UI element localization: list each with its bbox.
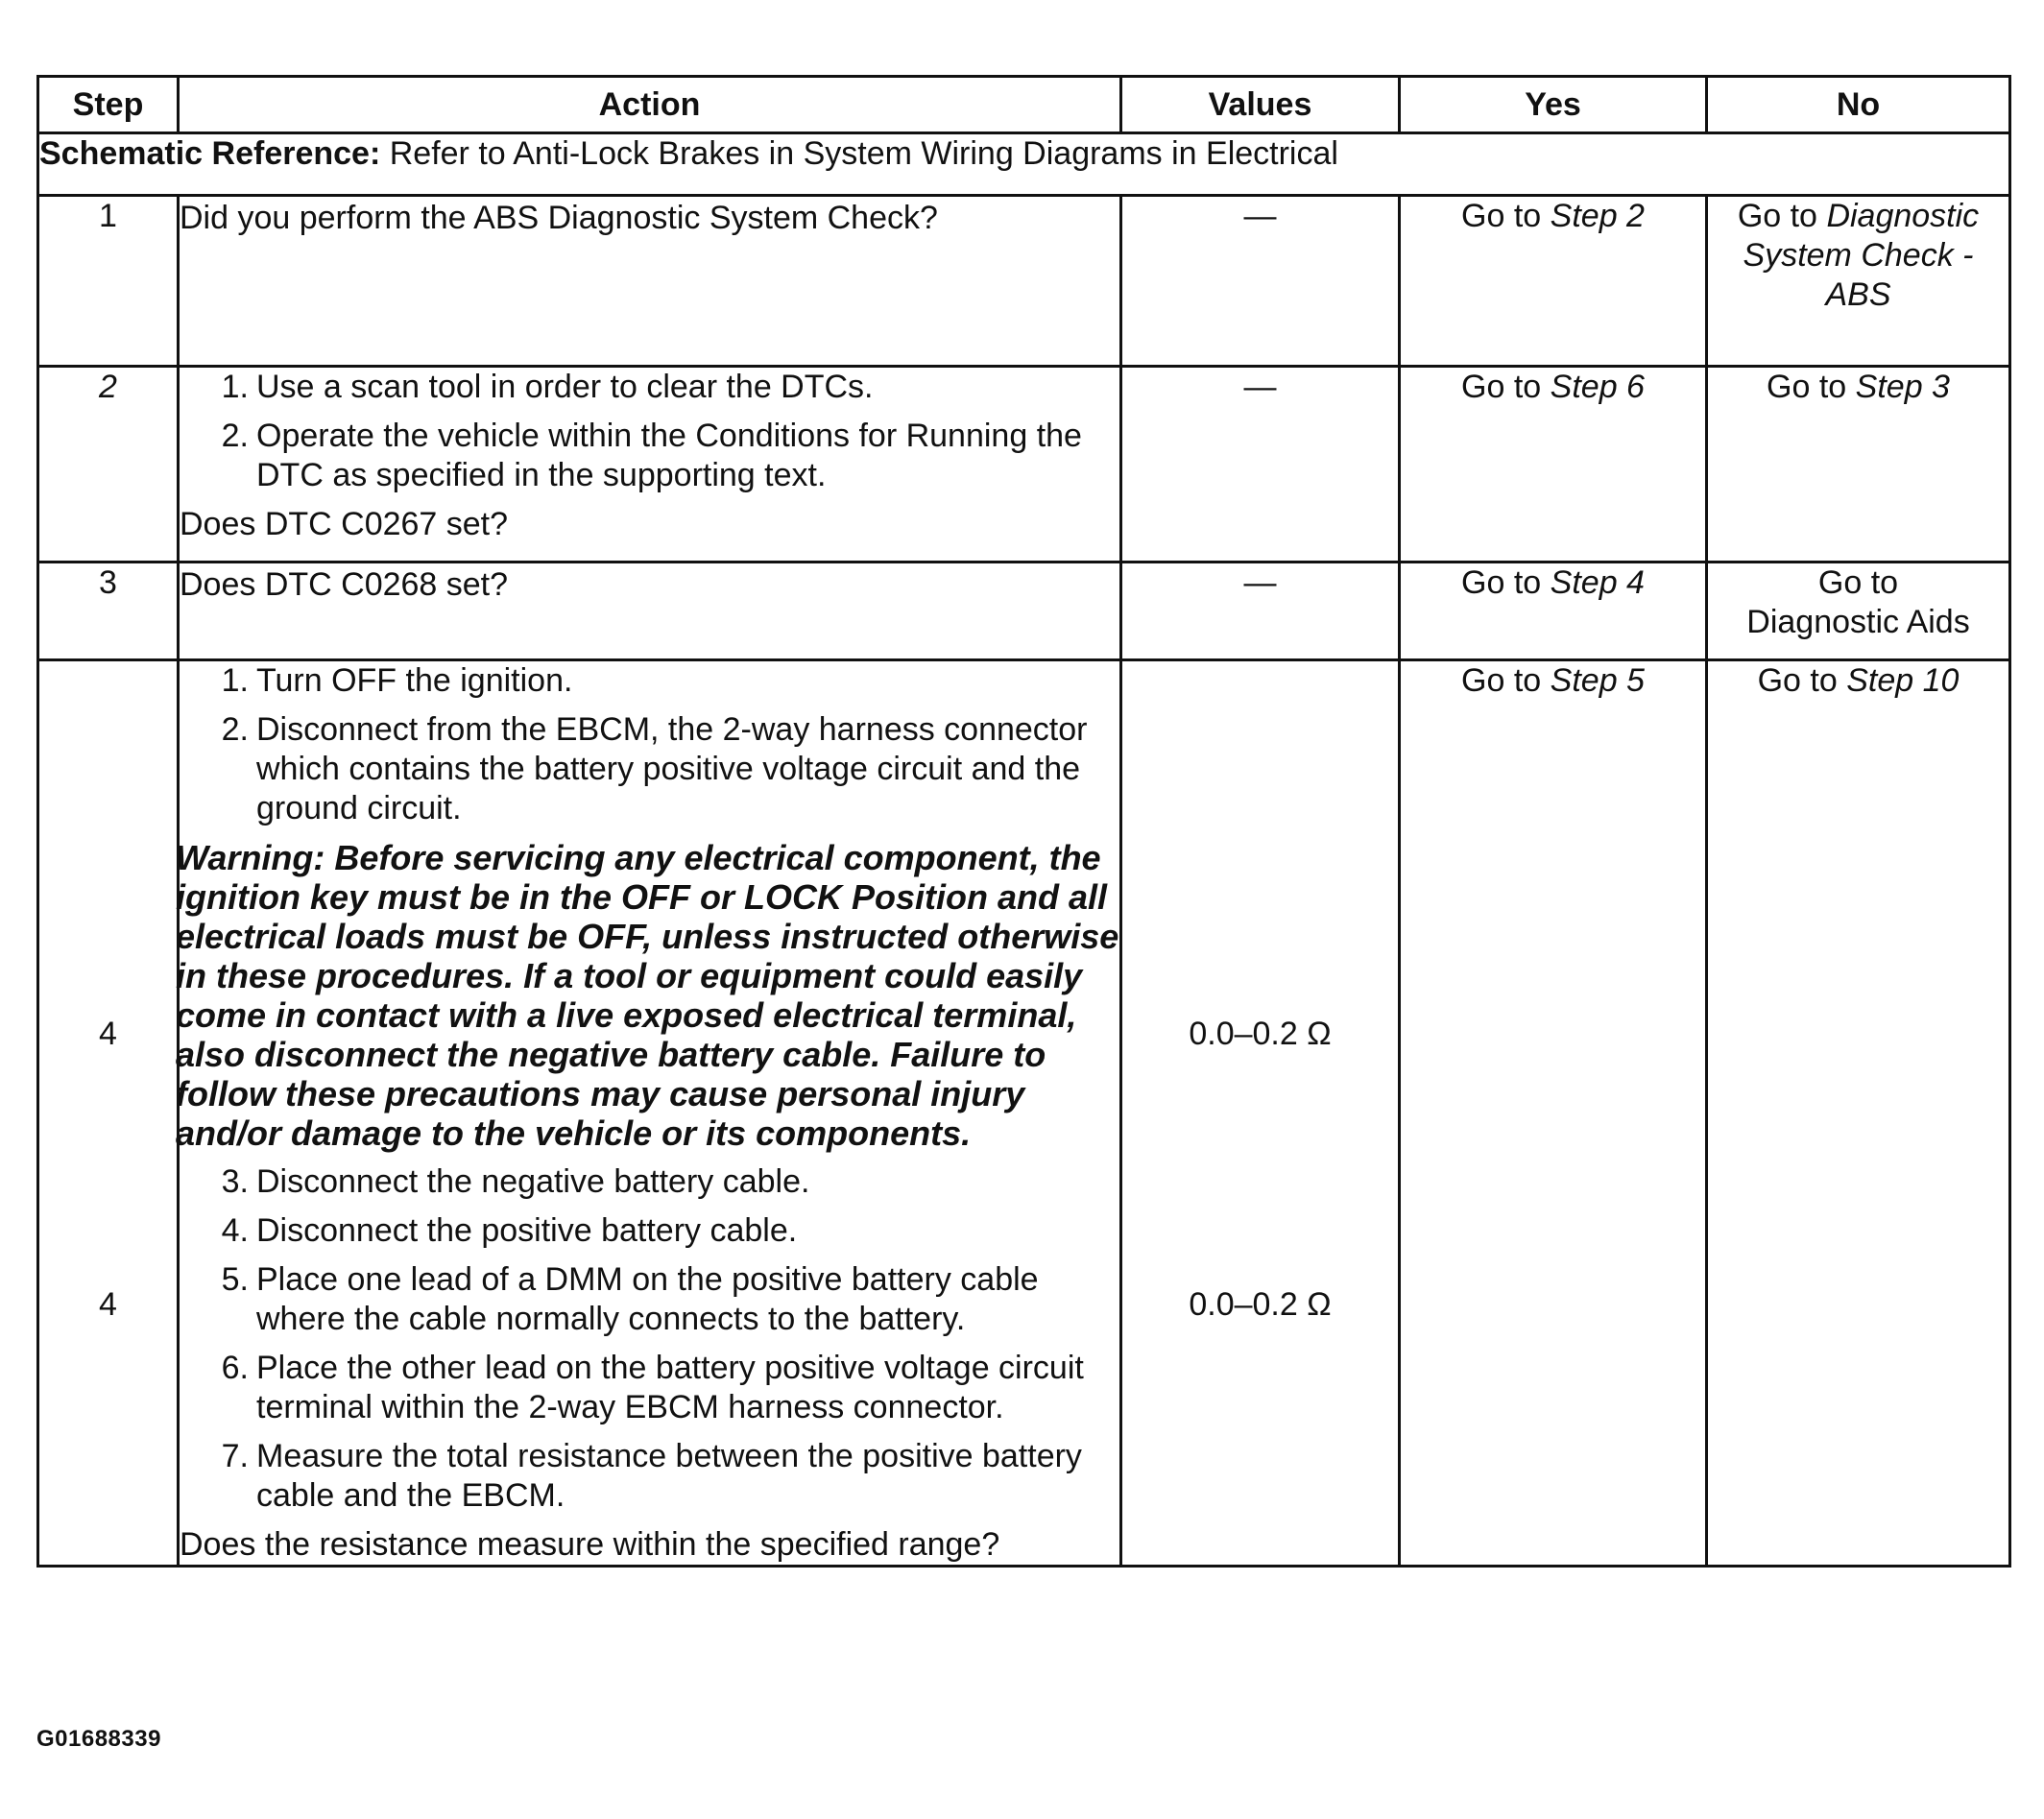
- value-cell: —: [1121, 196, 1400, 367]
- substep-list: [180, 661, 1119, 828]
- yes-prefix: Go to: [1461, 662, 1542, 699]
- list-item: [180, 1260, 1119, 1339]
- value-range: 0.0–0.2 Ω: [1189, 1286, 1332, 1323]
- yes-cell: [1400, 562, 1707, 660]
- yes-target: Step 5: [1550, 662, 1645, 699]
- list-item: [180, 661, 1119, 701]
- substep-text: Measure the total resistance between the positive battery cable and the EBCM.: [256, 1438, 1082, 1514]
- list-item: [180, 417, 1119, 495]
- yes-target: Step 6: [1550, 369, 1645, 405]
- yes-cell: [1400, 196, 1707, 367]
- no-prefix: Go to: [1767, 369, 1847, 405]
- no-target: Step 10: [1846, 662, 1960, 699]
- safety-warning: Warning: Before servicing any electrical component, the ignition key must be in the OFF or LOCK Position and all electrical loads must be OFF, unless instructed otherwise in these procedures. If a tool or equipment could easily come in contact with a live exposed electrical terminal, also disconnect the negative battery cable. Failure to follow these precautions may cause personal injury and/or damage to the vehicle or its components.: [176, 838, 1119, 1153]
- step-number: 3: [38, 562, 179, 660]
- no-prefix: Go to: [1757, 662, 1838, 699]
- list-item: [180, 1211, 1119, 1251]
- step-question: Does the resistance measure within the specified range?: [180, 1526, 1000, 1563]
- yes-prefix: Go to: [1461, 369, 1542, 405]
- no-line-2: Diagnostic Aids: [1746, 604, 1970, 640]
- header-step: Step: [38, 77, 179, 133]
- value-range: 0.0–0.2 Ω: [1189, 1016, 1332, 1052]
- yes-target: Step 2: [1550, 198, 1645, 234]
- yes-cell: [1400, 367, 1707, 562]
- substep-number: 2.: [221, 711, 249, 748]
- substep-text: Use a scan tool in order to clear the DTCs.: [256, 369, 874, 405]
- substep-list: [180, 368, 1119, 495]
- step-number: 4: [99, 1286, 117, 1323]
- substep-text: Place one lead of a DMM on the positive battery cable where the cable normally connects to the battery.: [256, 1261, 1039, 1337]
- substep-number: 3.: [221, 1163, 249, 1200]
- header-row: [38, 77, 2010, 133]
- list-item: [180, 1437, 1119, 1516]
- diagnostic-table: [36, 75, 2011, 1568]
- table-row-step-2: [38, 367, 2010, 562]
- step-number: 1: [38, 196, 179, 367]
- no-target: Step 3: [1855, 369, 1950, 405]
- table-row-step-4: [38, 660, 2010, 1567]
- substep-number: 1.: [221, 369, 249, 405]
- schematic-reference: [38, 133, 2010, 196]
- value-cell: —: [1121, 562, 1400, 660]
- substep-text: Place the other lead on the battery positive voltage circuit terminal within the 2-way EBCM harness connector.: [256, 1350, 1084, 1425]
- substep-number: 1.: [221, 662, 249, 699]
- no-line-1: Go to: [1817, 564, 1899, 601]
- no-target: Diagnostic System Check - ABS: [1743, 198, 1980, 313]
- step-question: Does DTC C0267 set?: [180, 506, 509, 542]
- list-item: [180, 1349, 1119, 1427]
- action-cell: [179, 367, 1121, 562]
- header-action: Action: [179, 77, 1121, 133]
- no-cell: [1707, 660, 2010, 1567]
- yes-prefix: Go to: [1461, 564, 1542, 601]
- substep-number: 4.: [221, 1212, 249, 1249]
- header-values: Values: [1121, 77, 1400, 133]
- no-prefix: Go to: [1737, 198, 1817, 234]
- schematic-reference-row: [38, 133, 2010, 196]
- table-row-step-1: [38, 196, 2010, 367]
- substep-number: 2.: [221, 418, 249, 454]
- substep-text: Disconnect from the EBCM, the 2-way harness connector which contains the battery positive voltage circuit and the ground circuit.: [256, 711, 1088, 826]
- step-number: 4: [99, 1016, 117, 1052]
- value-cell: —: [1121, 367, 1400, 562]
- step-number-cell: [38, 660, 179, 1567]
- figure-id: G01688339: [36, 1726, 161, 1752]
- yes-prefix: Go to: [1461, 198, 1542, 234]
- yes-cell: [1400, 660, 1707, 1567]
- substep-text: Disconnect the negative battery cable.: [256, 1163, 810, 1200]
- action-cell: [176, 660, 1121, 1567]
- action-cell: [179, 562, 1121, 660]
- header-no: No: [1707, 77, 2010, 133]
- no-cell: [1707, 196, 2010, 367]
- no-cell: [1707, 562, 2010, 660]
- schematic-reference-label: Schematic Reference:: [39, 135, 381, 172]
- substep-number: 5.: [221, 1261, 249, 1298]
- header-yes: Yes: [1400, 77, 1707, 133]
- step-number: 2: [38, 367, 179, 562]
- action-cell: [179, 196, 1121, 367]
- substep-number: 6.: [221, 1350, 249, 1386]
- substep-list: [180, 1162, 1119, 1516]
- table-row-step-3: [38, 562, 2010, 660]
- substep-text: Disconnect the positive battery cable.: [256, 1212, 798, 1249]
- substep-number: 7.: [221, 1438, 249, 1474]
- list-item: [180, 1162, 1119, 1202]
- step-question: Did you perform the ABS Diagnostic System Check?: [180, 200, 938, 236]
- value-cell: [1121, 660, 1400, 1567]
- substep-text: Turn OFF the ignition.: [256, 662, 573, 699]
- no-cell: [1707, 367, 2010, 562]
- yes-target: Step 4: [1550, 564, 1645, 601]
- step-question: Does DTC C0268 set?: [180, 566, 509, 603]
- list-item: [180, 368, 1119, 407]
- substep-text: Operate the vehicle within the Conditions for Running the DTC as specified in the supporting text.: [256, 418, 1082, 493]
- list-item: [180, 710, 1119, 828]
- schematic-reference-text: Refer to Anti-Lock Brakes in System Wiring Diagrams in Electrical: [389, 135, 1338, 172]
